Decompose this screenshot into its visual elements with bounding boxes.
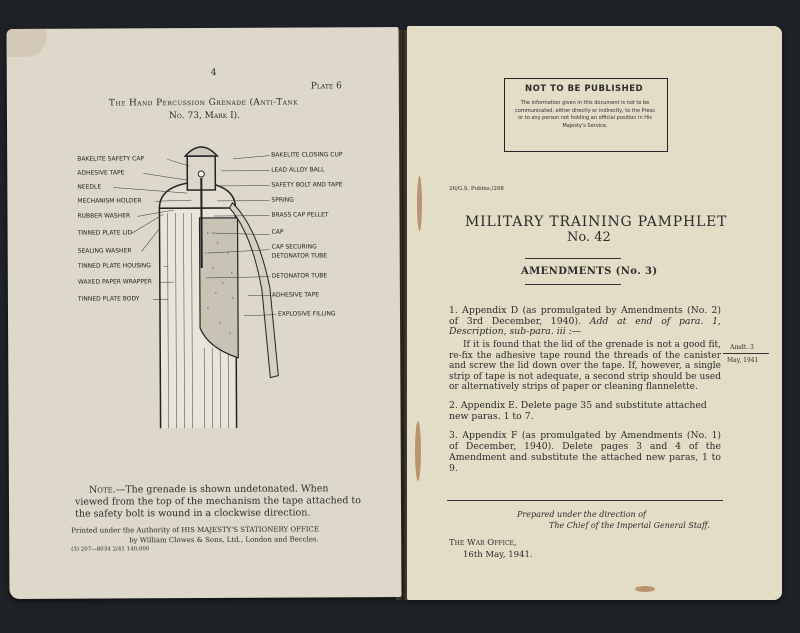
- label-safety-bolt-and-tape: SAFETY BOLT AND TAPE: [271, 181, 343, 189]
- label-cap-securing-2: DETONATOR TUBE: [271, 252, 328, 260]
- prepared-line2: The Chief of the Imperial General Staff.: [549, 521, 711, 530]
- imprint-code: (3) 207—8034 2/41 140,000: [71, 546, 150, 553]
- margin-note-2: May, 1941: [727, 357, 759, 364]
- label-mechanism-holder: MECHANISM HOLDER: [77, 197, 142, 205]
- label-needle: NEEDLE: [77, 183, 102, 191]
- page-number: 4: [210, 67, 217, 78]
- amendment-quote: If it is found that the lid of the grenade is not a good fit, re-fix the adhesive tape round the threads of the canister and screw the lid down over the tape. If, however, a single strip of tape is not adequate, a second strip should be used or alternatively strips of paper or cleaning flannelette.: [449, 340, 721, 392]
- imprint-line2: by William Clowes & Sons, Ltd., London and Beccles.: [129, 535, 319, 545]
- note-text: —The grenade is shown undetonated. When viewed from the top of the mechanism the tape attached to the safety bolt is wound in a clockwise direction.: [74, 483, 361, 520]
- label-brass-cap-pellet: BRASS CAP PELLET: [271, 211, 329, 219]
- grenade-illustration: [7, 27, 401, 429]
- prepared-line1: Prepared under the direction of: [517, 510, 647, 519]
- plate-title-line2: No. 73, Mark I).: [168, 110, 241, 122]
- label-waxed-paper-wrapper: WAXED PAPER WRAPPER: [77, 278, 152, 286]
- label-sealing-washer: SEALING WASHER: [77, 247, 132, 255]
- label-adhesive-tape: ADHESIVE TAPE: [77, 169, 125, 177]
- imprint-line1: Printed under the Authority of HIS MAJESTY'S STATIONERY OFFICE: [71, 525, 320, 535]
- label-tinned-plate-housing: TINNED PLATE HOUSING: [77, 262, 151, 270]
- amendments-heading: AMENDMENTS (No. 3): [521, 266, 658, 277]
- amendment-item-1: 1. Appendix D (as promulgated by Amendments (No. 2) of 3rd December, 1940). Add at end of para. 1, Description, sub-para. iii :—: [449, 305, 721, 337]
- note-lead: Note.: [88, 484, 116, 496]
- amendment-item-3: 3. Appendix F (as promulgated by Amendments (No. 1) of December, 1940). Delete pages 3 and 4 of the Amendment and substitute the attached new paras, 1 to 9.: [449, 430, 721, 474]
- label-tinned-plate-body: TINNED PLATE BODY: [77, 295, 140, 303]
- pamphlet-number: No. 42: [567, 230, 611, 245]
- label-detonator-tube: DETONATOR TUBE: [271, 272, 328, 280]
- label-bakelite-safety-cap: BAKELITE SAFETY CAP: [77, 155, 145, 163]
- publication-ref: 26/G.S. Publns./298: [449, 186, 504, 192]
- label-adhesive-tape-right: ADHESIVE TAPE: [271, 291, 320, 299]
- pamphlet-title: MILITARY TRAINING PAMPHLET: [465, 214, 728, 230]
- label-explosive-filling: EXPLOSIVE FILLING: [277, 310, 336, 318]
- label-spring: SPRING: [271, 196, 294, 204]
- plate-title-line1: The Hand Percussion Grenade (Anti-Tank: [108, 97, 298, 109]
- issue-date: 16th May, 1941.: [463, 550, 533, 560]
- notice-text: The information given in this document is not to be communicated, either directly or indirectly, to the Press or to any person not holding an official position in His Majesty's Service.: [515, 100, 655, 129]
- label-cap: CAP: [271, 228, 284, 236]
- label-lead-alloy-ball: LEAD ALLOY BALL: [271, 166, 325, 174]
- left-page: [7, 27, 402, 599]
- right-page: [407, 26, 782, 600]
- note-paragraph: [75, 483, 365, 521]
- issuing-office: The War Office,: [449, 538, 517, 548]
- plate-label: Plate 6: [310, 81, 342, 92]
- margin-note-1: Amdt. 3: [730, 344, 754, 351]
- notice-title: NOT TO BE PUBLISHED: [525, 84, 644, 94]
- label-rubber-washer: RUBBER WASHER: [77, 212, 131, 220]
- label-cap-securing: CAP SECURING: [271, 243, 317, 251]
- label-bakelite-closing-cup: BAKELITE CLOSING CUP: [271, 151, 343, 159]
- amendment-item-2: 2. Appendix E. Delete page 35 and substitute attached new paras. 1 to 7.: [449, 400, 707, 422]
- label-tinned-plate-lid: TINNED PLATE LID: [77, 229, 133, 237]
